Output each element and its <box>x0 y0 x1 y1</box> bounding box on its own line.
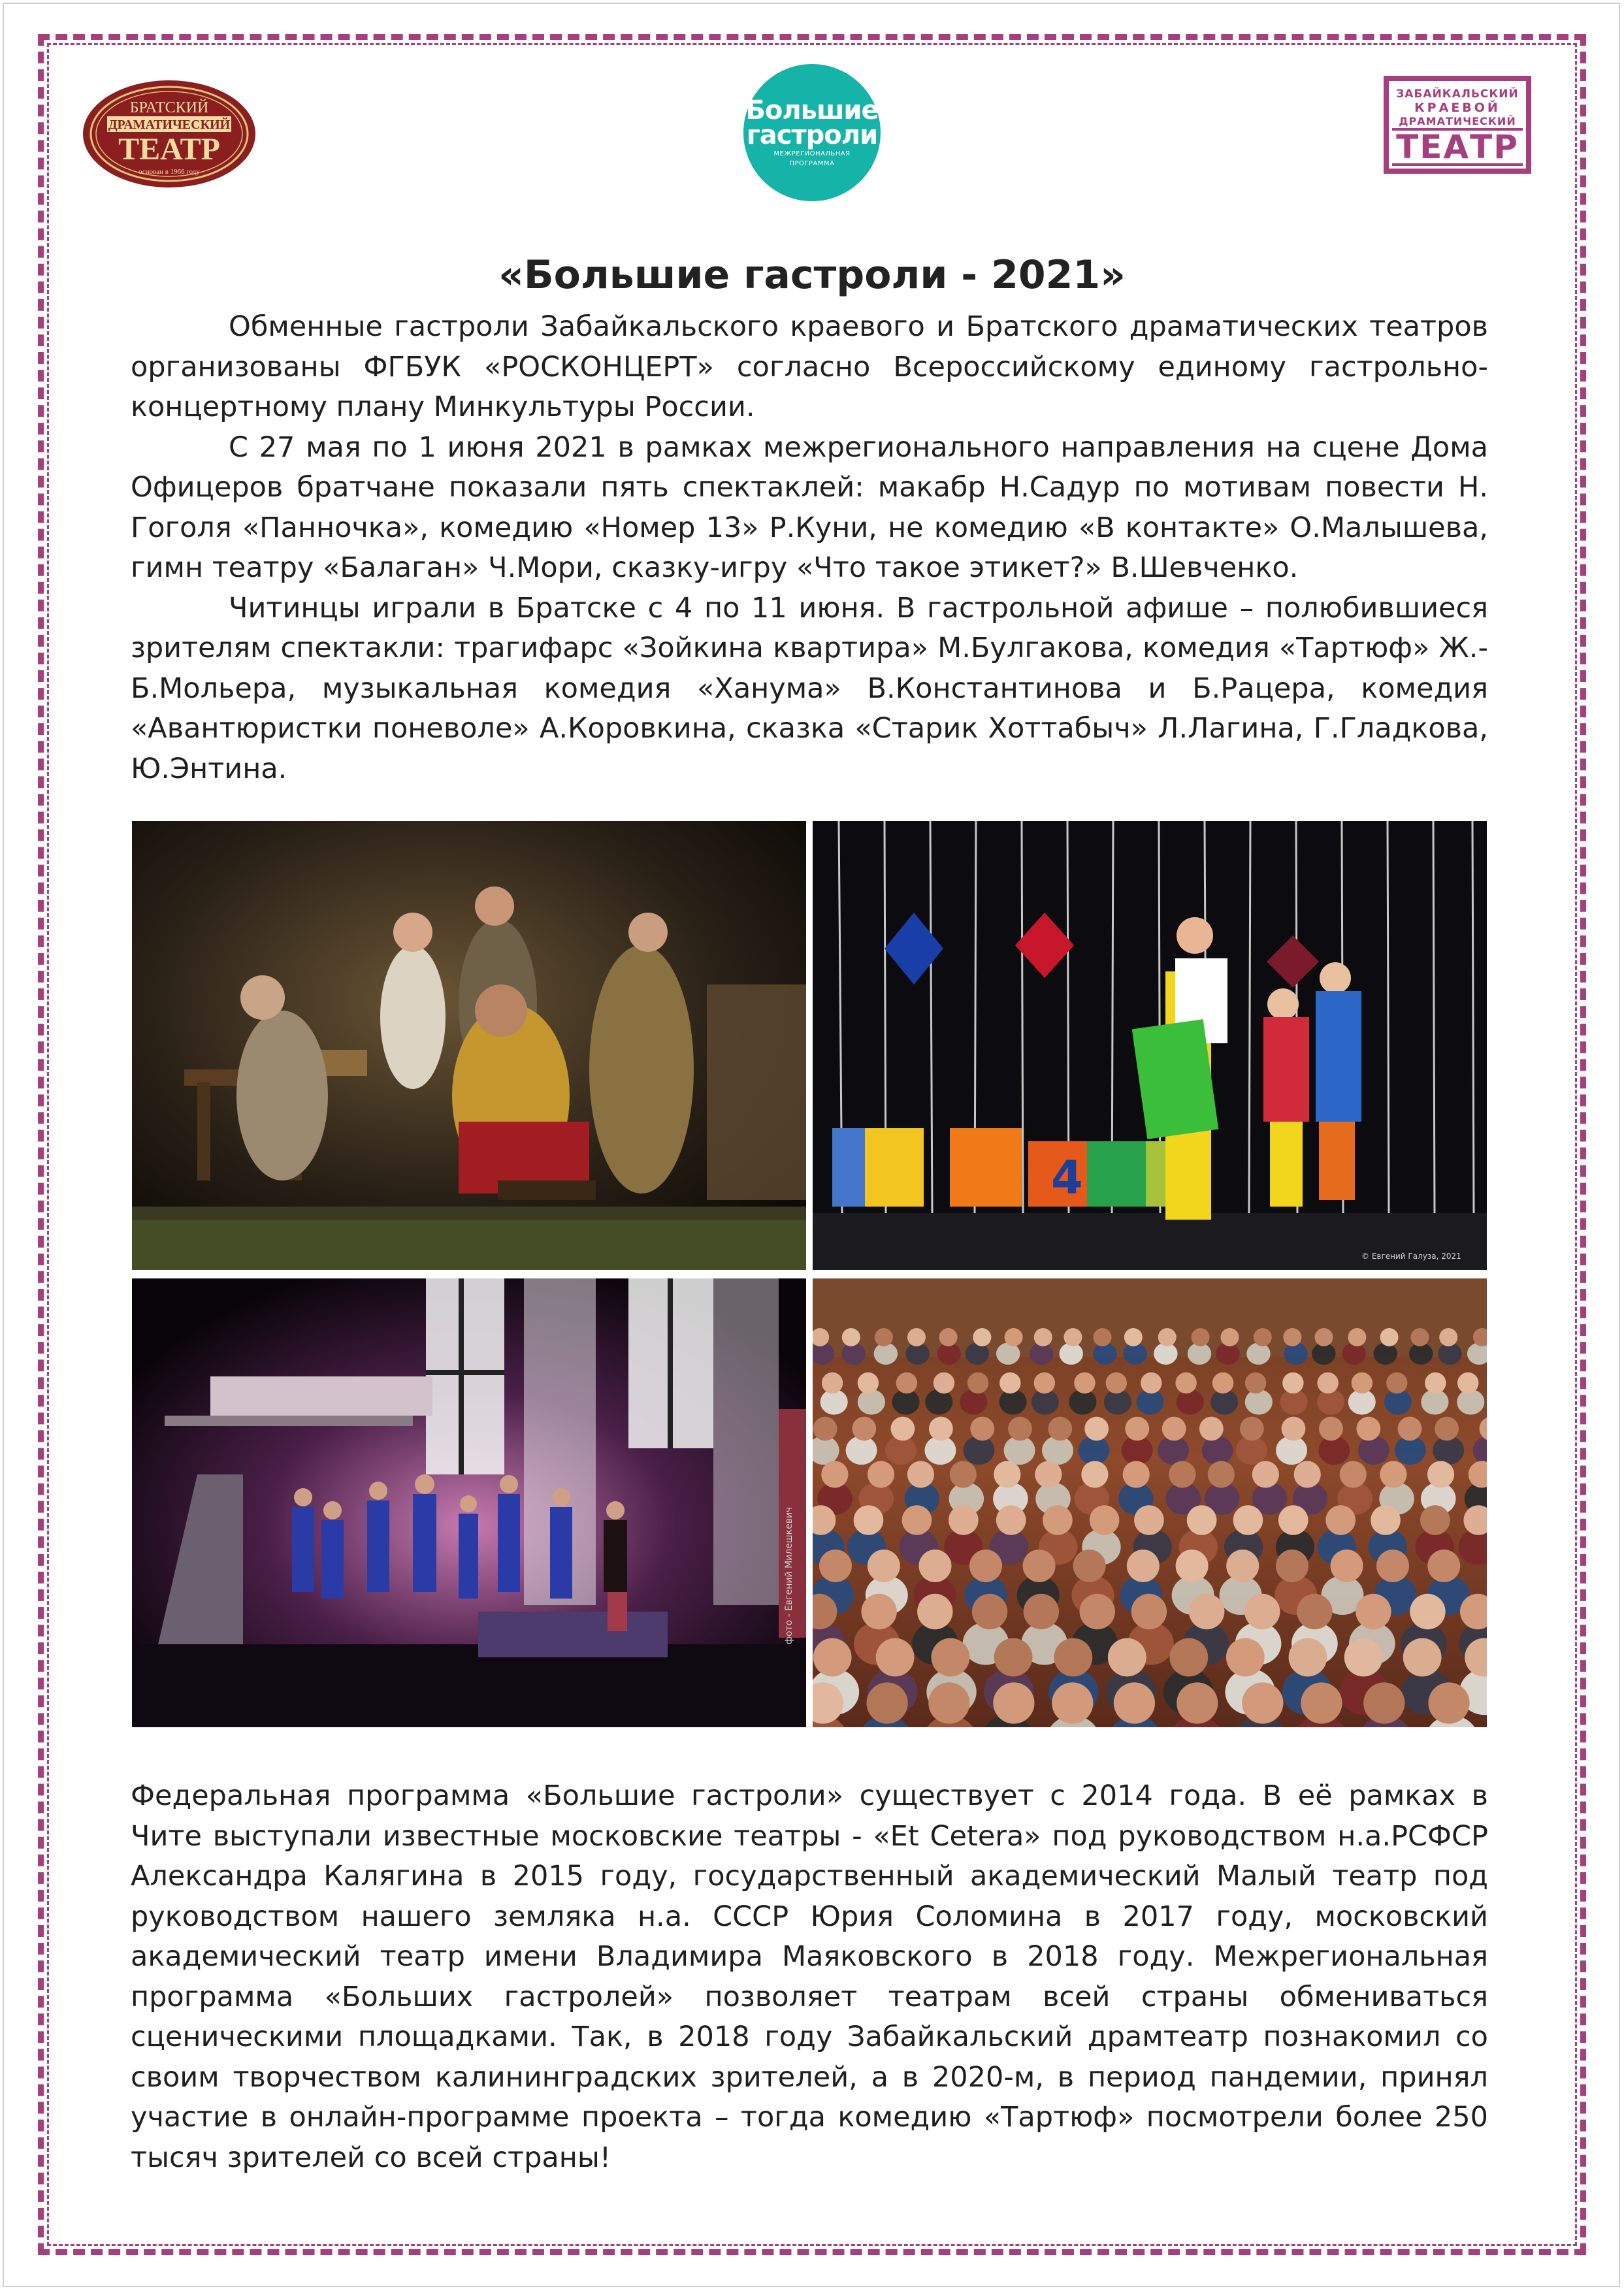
zabaikalsky-theatre-logo <box>1384 76 1531 174</box>
outro-paragraph: Федеральная программа «Большие гастроли» существует с 2014 года. В её рамках в Чите выступали известные московские театры - «Et Cetera» под руководством н.а.РСФСР Александра Калягина в 2015 году, государственный академический Малый театр под руководством нашего земляка н.а. СССР Юрия Соломина в 2017 году, московский академический театр имени Владимира Маяковского в 2018 году. Межрегиональная программа «Больших гастролей» позволяет театрам всей страны обмениваться сценическими площадками. Так, в 2018 году Забайкальский драмтеатр познакомил со своим творчеством калининградских зрителей, а в 2020-м, в период пандемии, принял участие в онлайн-программе проекта – тогда комедию «Тартюф» посмотрели более 250 тысяч зрителей со всей страны! <box>131 1779 1488 2174</box>
logo-zab-line1: ЗАБАЙКАЛЬСКИЙ <box>1396 88 1519 101</box>
photo-credit-p3: фото - Евгений Милешкевич <box>784 1506 794 1644</box>
photo-audience <box>813 1278 1487 1727</box>
logo-gastroli-line1: Большие <box>745 95 879 125</box>
bratsk-theatre-logo <box>81 78 257 189</box>
svg-text:4: 4 <box>1051 1151 1083 1205</box>
logo-gastroli-line4: ПРОГРАММА <box>789 160 835 167</box>
logo-gastroli-line3: МЕЖРЕГИОНАЛЬНАЯ <box>773 150 851 157</box>
svg-text:ТЕАТР: ТЕАТР <box>118 132 220 167</box>
logo-zab-line2: КРАЕВОЙ <box>1414 101 1501 115</box>
photo-period-drama <box>132 821 806 1270</box>
intro-paragraph-3: Читинцы играли в Братске с 4 по 11 июня. В гастрольной афише – полюбившиеся зрителям спектакли: трагифарс «Зойкина квартира» М.Булгакова, комедия «Тартюф» Ж.-Б.Мольера, музыкальная комедия «Ханума» В.Константинова и Б.Рацера, комедия «Авантюристки поневоле» А.Коровкина, сказка «Старик Хоттабыч» Л.Лагина, Г.Гладкова, Ю.Энтина. <box>131 591 1488 785</box>
photo-childrens-play <box>813 821 1487 1270</box>
page-title: «Большие гастроли - 2021» <box>498 252 1126 298</box>
svg-text:БРАТСКИЙ: БРАТСКИЙ <box>129 99 209 116</box>
logo-zab-line4: ТЕАТР <box>1392 128 1523 166</box>
logo-zab-line3: ДРАМАТИЧЕСКИЙ <box>1399 115 1516 127</box>
intro-paragraph-2: С 27 мая по 1 июня 2021 в рамках межрегионального направления на сцене Дома Офицеров братчане показали пять спектаклей: макабр Н.Садур по мотивам повести Н. Гоголя «Панночка», комедию «Номер 13» Р.Куни, не комедию «В контакте» О.Малышева, гимн театру «Балаган» Ч.Мори, сказку-игру «Что такое этикет?» В.Шевченко. <box>131 431 1488 584</box>
svg-text:ДРАМАТИЧЕСКИЙ: ДРАМАТИЧЕСКИЙ <box>108 118 231 132</box>
bolshie-gastroli-logo <box>743 64 881 201</box>
photo-stage-dance <box>132 1278 806 1727</box>
photo-credit-p2: © Евгений Галуза, 2021 <box>1361 1252 1461 1261</box>
svg-text:основан в 1966 году: основан в 1966 году <box>138 168 200 176</box>
intro-paragraph-1: Обменные гастроли Забайкальского краевого и Братского драматических театров организованы ФГБУК «РОСКОНЦЕРТ» согласно Всероссийскому единому гастрольно-концертному плану Минкультуры России. <box>131 310 1488 423</box>
intro-text <box>131 307 1488 789</box>
logo-gastroli-line2: гастроли <box>746 120 878 150</box>
outro-text <box>131 1776 1488 2178</box>
